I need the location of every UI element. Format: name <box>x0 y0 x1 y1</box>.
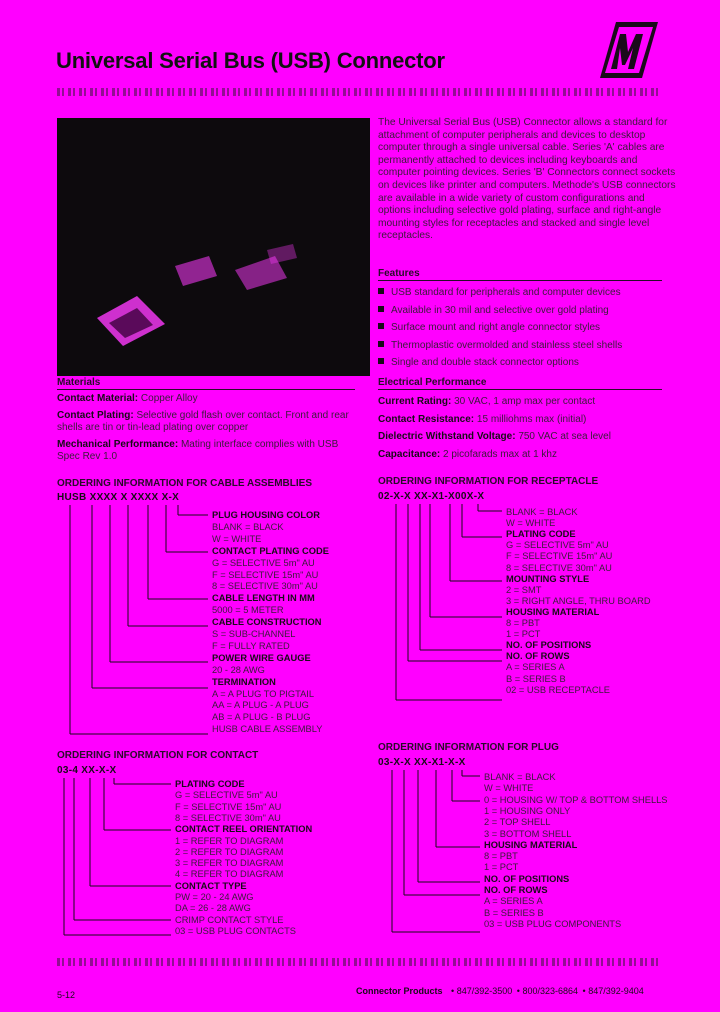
contact-option-label: 03 = USB PLUG CONTACTS <box>175 925 296 936</box>
receptacle-option-label: HOUSING MATERIAL <box>506 606 600 617</box>
plug-option-label: BLANK = BLACK <box>484 772 556 782</box>
cable-option-label: F = FULLY RATED <box>212 640 290 651</box>
footer-rule <box>57 958 662 966</box>
page-title: Universal Serial Bus (USB) Connector <box>56 48 445 73</box>
cable-option-label: F = SELECTIVE 15m" AU <box>212 569 319 580</box>
contact-plating: Contact Plating: Selective gold flash over contact. Front and rear shells are tin or tin-lead plating over copper <box>57 409 349 433</box>
cable-part-code: HUSB XXXX X XXXX X-X <box>57 492 180 503</box>
contact-option-label: 3 = REFER TO DIAGRAM <box>175 858 284 869</box>
receptacle-option-label: G = SELECTIVE 5m" AU <box>506 540 609 551</box>
cable-option-label: G = SELECTIVE 5m" AU <box>212 557 315 568</box>
contact-option-label: G = SELECTIVE 5m" AU <box>175 790 278 801</box>
receptacle-option-label: W = WHITE <box>506 518 556 529</box>
receptacle-option-label: NO. OF ROWS <box>506 651 570 662</box>
contact-option-label: 1 = REFER TO DIAGRAM <box>175 835 284 846</box>
electrical-heading: Electrical Performance <box>378 377 662 390</box>
mechanical-performance: Mechanical Performance: Mating interface complies with USB Spec Rev 1.0 <box>57 438 339 462</box>
footer-contact: Connector Products • 847/392-3500 • 800/323-6864 • 847/392-9404 <box>356 986 644 996</box>
receptacle-part-code: 02-X-X XX-X1-X00X-X <box>378 491 485 502</box>
feature-item: Available in 30 mil and selective over gold plating <box>378 302 662 320</box>
feature-item: USB standard for peripherals and computer devices <box>378 284 662 302</box>
plug-option-label: 2 = TOP SHELL <box>484 817 551 828</box>
plug-option-label: NO. OF POSITIONS <box>484 873 570 884</box>
cable-option-label: CABLE CONSTRUCTION <box>212 617 322 628</box>
receptacle-option-label: B = SERIES B <box>506 673 566 684</box>
cable-option-label: AA = A PLUG - A PLUG <box>212 700 309 711</box>
cable-option-label: TERMINATION <box>212 676 276 687</box>
contact-option-label: CONTACT TYPE <box>175 880 247 891</box>
cable-option-label: A = A PLUG TO PIGTAIL <box>212 688 315 699</box>
plug-option-label: 1 = PCT <box>484 862 519 873</box>
receptacle-option-label: NO. OF POSITIONS <box>506 640 592 651</box>
cable-option-label: BLANK = BLACK <box>212 521 284 532</box>
contact-option-label: 2 = REFER TO DIAGRAM <box>175 846 284 857</box>
cable-option-label: CONTACT PLATING CODE <box>212 545 329 556</box>
current-rating: Current Rating: 30 VAC, 1 amp max per contact <box>378 396 596 407</box>
cable-option-label: S = SUB-CHANNEL <box>212 629 296 639</box>
receptacle-option-label: F = SELECTIVE 15m" AU <box>506 551 613 562</box>
receptacle-option-label: PLATING CODE <box>506 529 576 540</box>
features-heading: Features <box>378 268 662 281</box>
contact-option-label: 4 = REFER TO DIAGRAM <box>175 869 284 880</box>
contact-option-label: PW = 20 - 24 AWG <box>175 892 254 902</box>
plug-part-code: 03-X-X XX-X1-X-X <box>378 757 466 768</box>
dielectric-voltage: Dielectric Withstand Voltage: 750 VAC at sea level <box>378 431 611 442</box>
plug-option-label: W = WHITE <box>484 783 534 794</box>
capacitance: Capacitance: 2 picofarads max at 1 khz <box>378 448 557 460</box>
plug-option-label: 0 = HOUSING W/ TOP & BOTTOM SHELLS <box>484 794 668 805</box>
plug-option-label: 1 = HOUSING ONLY <box>484 805 571 816</box>
materials-heading: Materials <box>57 377 355 390</box>
receptacle-option-label: 1 = PCT <box>506 629 541 640</box>
receptacle-option-label: 2 = SMT <box>506 584 542 595</box>
contact-option-label: CRIMP CONTACT STYLE <box>175 914 284 925</box>
cable-option-label: POWER WIRE GAUGE <box>212 652 311 663</box>
receptacle-option-label: 02 = USB RECEPTACLE <box>506 684 610 695</box>
receptacle-option-label: 3 = RIGHT ANGLE, THRU BOARD <box>506 595 651 606</box>
intro-paragraph: The Universal Serial Bus (USB) Connector allows a standard for attachment of computer peripherals and devices to desktop computer through a single universal cable. Series 'A' cables are permanently attached to devices including keyboards and computer pointing devices. Series 'B' Connectors connect sockets on devices like printer and computers. Methode's USB connectors are available in a wide variety of custom configurations and options including selective gold plating, surface and right-angle mounting styles for receptacles and stacked and single level receptacles. <box>378 117 676 242</box>
plug-heading: ORDERING INFORMATION FOR PLUG <box>378 742 559 753</box>
feature-item: Surface mount and right angle connector styles <box>378 319 662 337</box>
receptacle-option-label: BLANK = BLACK <box>506 507 578 517</box>
receptacle-option-label: A = SERIES A <box>506 662 565 673</box>
plug-option-label: A = SERIES A <box>484 896 543 907</box>
cable-option-label: CABLE LENGTH IN MM <box>212 593 315 604</box>
receptacle-heading: ORDERING INFORMATION FOR RECEPTACLE <box>378 476 599 487</box>
feature-item: Single and double stack connector options <box>378 354 662 372</box>
plug-option-label: HOUSING MATERIAL <box>484 839 578 850</box>
plug-option-label: B = SERIES B <box>484 907 544 918</box>
plug-option-label: 8 = PBT <box>484 851 518 862</box>
plug-option-label: 3 = BOTTOM SHELL <box>484 828 572 839</box>
receptacle-option-label: 8 = SELECTIVE 30m" AU <box>506 562 612 573</box>
cable-option-label: AB = A PLUG - B PLUG <box>212 712 311 723</box>
contact-option-label: 8 = SELECTIVE 30m" AU <box>175 812 281 823</box>
cable-option-label: HUSB CABLE ASSEMBLY <box>212 724 323 735</box>
cable-option-label: 5000 = 5 METER <box>212 605 284 616</box>
contact-option-label: F = SELECTIVE 15m" AU <box>175 801 282 812</box>
contact-heading: ORDERING INFORMATION FOR CONTACT <box>57 750 259 761</box>
receptacle-option-label: 8 = PBT <box>506 618 540 628</box>
cable-option-label: PLUG HOUSING COLOR <box>212 510 320 520</box>
cable-option-label: 20 - 28 AWG <box>212 664 265 675</box>
contact-option-label: CONTACT REEL ORIENTATION <box>175 824 313 835</box>
cable-heading: ORDERING INFORMATION FOR CABLE ASSEMBLIES <box>57 478 312 489</box>
contact-part-code: 03-4 XX-X-X <box>57 765 117 776</box>
contact-option-label: PLATING CODE <box>175 779 245 789</box>
page-number: 5-12 <box>57 990 76 1000</box>
contact-option-label: DA = 26 - 28 AWG <box>175 903 251 914</box>
plug-option-label: NO. OF ROWS <box>484 885 548 895</box>
cable-option-label: 8 = SELECTIVE 30m" AU <box>212 581 318 592</box>
contact-material: Contact Material: Copper Alloy <box>57 393 198 404</box>
contact-resistance: Contact Resistance: 15 milliohms max (initial) <box>378 413 587 425</box>
feature-item: Thermoplastic overmolded and stainless steel shells <box>378 337 662 355</box>
receptacle-option-label: MOUNTING STYLE <box>506 573 590 584</box>
plug-option-label: 03 = USB PLUG COMPONENTS <box>484 918 622 929</box>
cable-option-label: W = WHITE <box>212 533 262 544</box>
